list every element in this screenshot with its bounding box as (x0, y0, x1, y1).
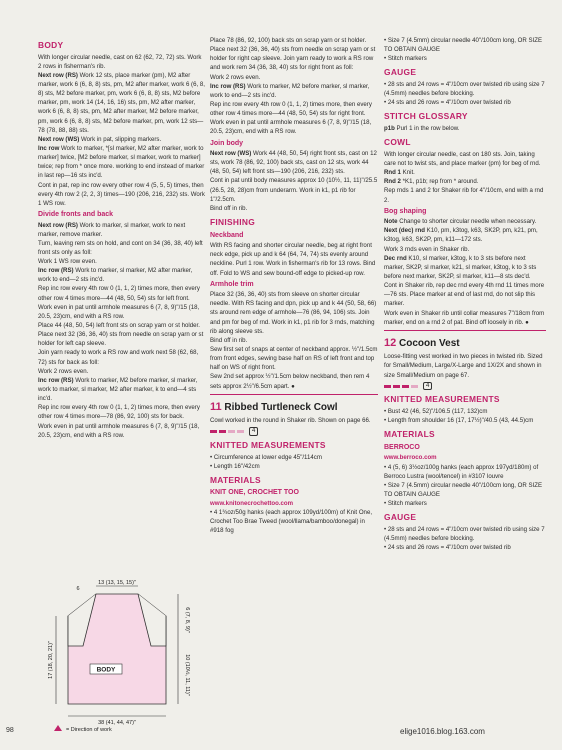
section-heading: KNITTED MEASUREMENTS (210, 439, 326, 450)
section-heading: STITCH GLOSSARY (384, 111, 468, 122)
paragraph: Work 1 WS row even. (38, 258, 97, 266)
paragraph: Next row (WS) Work 44 (48, 50, 54) right front sts, cast on 12 sts, work 78 (86, 92, 100) back sts, cast on 12 sts, work 44 (48, 50, 54) left front sts—190 (206, 216, 232) sts. (210, 150, 377, 176)
paragraph: Rep rnds 1 and 2 for Shaker rib for 4"/10cm, end with a rnd 2. (384, 187, 544, 204)
paragraph: With longer circular needle, cast on 180 sts. Join, taking care not to twist sts, and place marker (pm) for beg of rnd. (384, 150, 541, 167)
project-description: Cowl worked in the round in Shaker rib. Shown on page 66. (210, 417, 371, 425)
subheading: Divide fronts and back (38, 211, 114, 218)
section-heading: BODY (38, 40, 64, 50)
paragraph: Rep inc row every 4th row 0 (1, 1, 2) times more, then every other row 4 times more—44 (48, 50, 54) sts for left front. (38, 285, 200, 302)
divider (384, 330, 546, 331)
paragraph: Sew first set of snaps at center of neckband approx. ½"/1.5cm from front edges, sewing base half on RS of left front and top half on WS of right front. (210, 346, 378, 372)
diagram-legend: = Direction of work (66, 727, 112, 733)
divider (210, 394, 378, 395)
list-item: • 28 sts and 24 rows = 4"/10cm over twisted rib using size 7 (4.5mm) needles before blocking. (384, 525, 545, 542)
paragraph: Rnd 1 Knit. (384, 169, 415, 177)
project-title: 12 Cocoon Vest (384, 336, 460, 349)
project-description: Loose-fitting vest worked in two pieces in twisted rib. Sized for Small/Medium, Large/X-Large and 1X/2X and shown in size Small/Medium on page 67. (384, 353, 543, 379)
section-heading: MATERIALS (384, 429, 435, 440)
paragraph: Work 3 rnds even in Shaker rib. (384, 245, 470, 253)
list-item: • Length from shoulder 16 (17, 17½)"/40.5 (43, 44.5)cm (384, 417, 534, 425)
diagram-left-measure: 17 (18, 20, 21)" (48, 641, 54, 679)
paragraph: Inc row (RS) Work to marker, M2 before marker, sl marker, work to marker, sl marker, M2 after marker, k to end—4 sts inc'd. (38, 376, 198, 403)
paragraph: Work even in Shaker rib until collar measures 7"/18cm from marker, end on a rnd 2 of pat. Bind off loosely in rib. ● (384, 309, 545, 326)
section-heading: GAUGE (384, 512, 417, 523)
subheading: Bog shaping (384, 207, 427, 215)
paragraph: p1b Purl 1 in the row below. (384, 125, 460, 133)
paragraph: Next row (WS) Work in pat, slipping markers. (38, 135, 162, 143)
diagram-top-measure: 13 (13, 15, 15)" (98, 580, 136, 586)
section-heading: GAUGE (384, 67, 417, 78)
body-schematic (38, 576, 206, 736)
column-1 (38, 36, 206, 440)
watermark: elige1016.blog.163.com (400, 727, 485, 736)
subheading: Neckband (210, 231, 244, 239)
paragraph: Place next 32 (36, 36, 40) sts from needle on scrap yarn or st holder for right cap sleeve. Join yarn ready to work a RS row and work rem 34 (36, 38, 40) sts for right front as foll: (210, 46, 376, 72)
diagram-right-upper-measure: 6 (7, 8, 9)" (184, 607, 190, 633)
paragraph: Dec rnd K10, sl marker, k3tog, k to 3 sts before next marker, SK2P, sl marker, k21, sl marker, k3tog, k to 3 sts before next marker, SK2P, sl marker, k11—8 sts dec'd. (384, 254, 537, 280)
paragraph: Work 2 rows even. (38, 367, 89, 375)
paragraph: Bind off in rib. (210, 204, 248, 212)
list-item: • Size 7 (4.5mm) circular needle 40"/100cm long, OR SIZE TO OBTAIN GAUGE (384, 481, 543, 498)
diagram-top-left-measure: 6 (76, 586, 80, 592)
list-item: • Length 16"/42cm (210, 462, 260, 470)
paragraph: Work even in pat until armhole measures 6 (7, 8, 9)"/15 (18, 20.5, 23)cm, end with a RS row. (38, 422, 200, 439)
paragraph: Cont in pat, rep inc row every other row 4 (5, 5, 5) times, then every 4th row 2 (2, 2, 3) times—190 (206, 216, 232) sts. Work 1 WS row. (38, 181, 205, 207)
section-heading: MATERIALS (210, 474, 261, 485)
paragraph: Place 32 (36, 36, 40) sts from sleeve on shorter circular needle. With RS facing and dpn, pick up and k 44 (50, 58, 66) sts around rem edge of armhole—76 (86, 94, 106) sts. Join and pm for beg of rnd. Work in k1, p1 rib for 3 rnds, matching rib along sleeve sts. (210, 291, 377, 335)
list-item: • 24 sts and 26 rows = 4"/10cm over twisted rib (384, 544, 511, 552)
paragraph: Bind off in rib. (210, 336, 248, 344)
subheading: Join body (210, 139, 244, 147)
list-item: • Circumference at lower edge 45"/114cm (210, 453, 322, 461)
paragraph: Work 2 rows even. (210, 73, 261, 81)
paragraph: Rnd 2 *K1, p1b; rep from * around. (384, 178, 479, 186)
project-title: 11 Ribbed Turtleneck Cowl (210, 400, 338, 413)
list-item: • 4 1¾oz/50g hanks (each approx 109yd/100m) of Knit One, Crochet Too Brae Tweed (wool/llama/bamboo/donegal) in #918 fog (210, 509, 373, 535)
yarn-weight-icon: 4 (423, 382, 432, 391)
paragraph: Rep inc row every 4th row 0 (1, 1, 2) times more, then every other row 4 times more—78 (86, 92, 100) sts for back. (38, 404, 200, 421)
paragraph: Next row (RS) Work 12 sts, place marker (pm), M2 after marker, work 6 (6, 8, 8) sts, pm, M2 after marker, work 6 (6, 8, 8) sts, M2 before marker, pm, work 6 (6, 8, 8) sts, M2 before marker, pm, work 14 (14, 16, 16) sts, pm, M2 after marker, work 6 (6, 8, 8) sts, pm, M2 after marker, M2 before marker, pm, work 6 (6, 8, 8) sts, M2 before marker, pm, work 12 sts—78 (78, 88, 88) sts. (38, 71, 205, 134)
column-2 (210, 36, 378, 536)
paragraph: Next row (RS) Work to marker, sl marker, work to next marker, remove marker. (38, 221, 186, 238)
paragraph: Cont in Shaker rib, rep dec rnd every 4th rnd 11 times more—76 sts. Place marker at end of last rnd, do not slip this marker. (384, 282, 545, 308)
paragraph: Rep inc row every 4th row 0 (1, 1, 2) times more, then every other row 4 times more—44 (48, 50, 54) sts for right front. (210, 100, 372, 118)
brand-url[interactable]: www.knitonecrochettoo.com (210, 499, 294, 507)
paragraph: Work even in pat until armhole measures 6 (7, 8, 9)"/15 (18, 20.5, 23)cm, end with a RS row. (210, 119, 372, 136)
section-heading: FINISHING (210, 217, 256, 228)
paragraph: Inc row (RS) Work to marker, sl marker, M2 after marker, work to end—2 sts inc'd. (38, 267, 193, 284)
section-heading: KNITTED MEASUREMENTS (384, 394, 500, 405)
paragraph: Note Change to shorter circular needle when necessary. (384, 218, 537, 226)
paragraph: With RS facing and shorter circular needle, beg at right front neck edge, pick up and k 64 (64, 74, 74) sts evenly around neckline. Purl 1 row. Work in fisherman's rib for 13 rows. Bind off. Fold to WS and sew bound-off edge to picked-up row. (210, 242, 376, 277)
list-item: • Bust 42 (46, 52)"/106.5 (117, 132)cm (384, 407, 488, 415)
paragraph: Inc row (RS) Work to marker, M2 before marker, sl marker, work to end—2 sts inc'd. (210, 82, 370, 99)
paragraph: Next (dec) rnd K10, pm, k3tog, k63, SK2P, pm, k21, pm, k3tog, k63, SK2P, pm, k11—172 sts. (384, 227, 538, 244)
diagram-body-label: BODY (96, 666, 116, 674)
brand-name: KNIT ONE, CROCHET TOO (210, 489, 299, 497)
paragraph: Work even in pat until armhole measures 6 (7, 8, 9)"/15 (18, 20.5, 23)cm, end with a RS row. (38, 303, 200, 320)
section-heading: COWL (384, 137, 411, 148)
diagram-bottom-measure: 38 (41, 44, 47)" (98, 720, 136, 726)
paragraph: • 28 sts and 24 rows = 4"/10cm over twisted rib using size 7 (4.5mm) needles before blocking. (384, 81, 545, 98)
paragraph: Inc row Work to marker, *[sl marker, M2 after marker, work to marker] twice, [M2 before marker, sl marker, work to marker] twice; rep from * once more. working to end instead of marker in last rep—16 sts inc'd. (38, 145, 205, 180)
list-item: • Stitch markers (384, 55, 427, 63)
paragraph: Turn, leaving rem sts on hold, and cont on 34 (36, 38, 40) left front sts only as foll: (38, 239, 203, 256)
brand-url[interactable]: www.berroco.com (384, 454, 437, 462)
paragraph: Place 44 (48, 50, 54) left front sts on scrap yarn or st holder. Place next 32 (36, 36, 40) sts from needle on scrap yarn or st holder for left cap sleeve. (38, 322, 204, 348)
column-3 (384, 36, 546, 552)
paragraph: Place 78 (86, 92, 100) back sts on scrap yarn or st holder. (210, 37, 367, 44)
paragraph: Cont in pat until body measures approx 10 (10½, 11, 11)"/25.5 (26.5, 28, 28)cm from underarm. Work in k1, p1 rib for 1"/2.5cm. (210, 177, 378, 203)
paragraph: With longer circular needle, cast on 62 (62, 72, 72) sts. Work 2 rows in fisherman's rib. (38, 53, 202, 70)
paragraph: Join yarn ready to work a RS row and work next 58 (62, 68, 72) sts for back as foll: (38, 349, 199, 366)
list-item: • Stitch markers (384, 500, 427, 508)
brand-name: BERROCO (384, 443, 420, 451)
skill-level (384, 382, 546, 391)
list-item: • Size 7 (4.5mm) circular needle 40"/100cm long, OR SIZE TO OBTAIN GAUGE (384, 37, 543, 54)
paragraph: • 24 sts and 26 rows = 4"/10cm over twisted rib (384, 99, 511, 107)
subheading: Armhole trim (210, 280, 254, 288)
yarn-weight-icon: 4 (249, 427, 258, 436)
skill-level (210, 427, 378, 436)
diagram-right-lower-measure: 10 (10½, 11, 11)" (184, 654, 190, 696)
page-number: 98 (6, 727, 14, 734)
paragraph: Sew 2nd set approx ½"/1.5cm below neckband, then rem 4 sets approx 2½"/6.5cm apart. ● (210, 373, 370, 390)
list-item: • 4 (5, 6) 3½oz/100g hanks (each approx 197yd/180m) of Berroco Lustra (wool/tencel) in #3107 louvre (384, 463, 539, 480)
